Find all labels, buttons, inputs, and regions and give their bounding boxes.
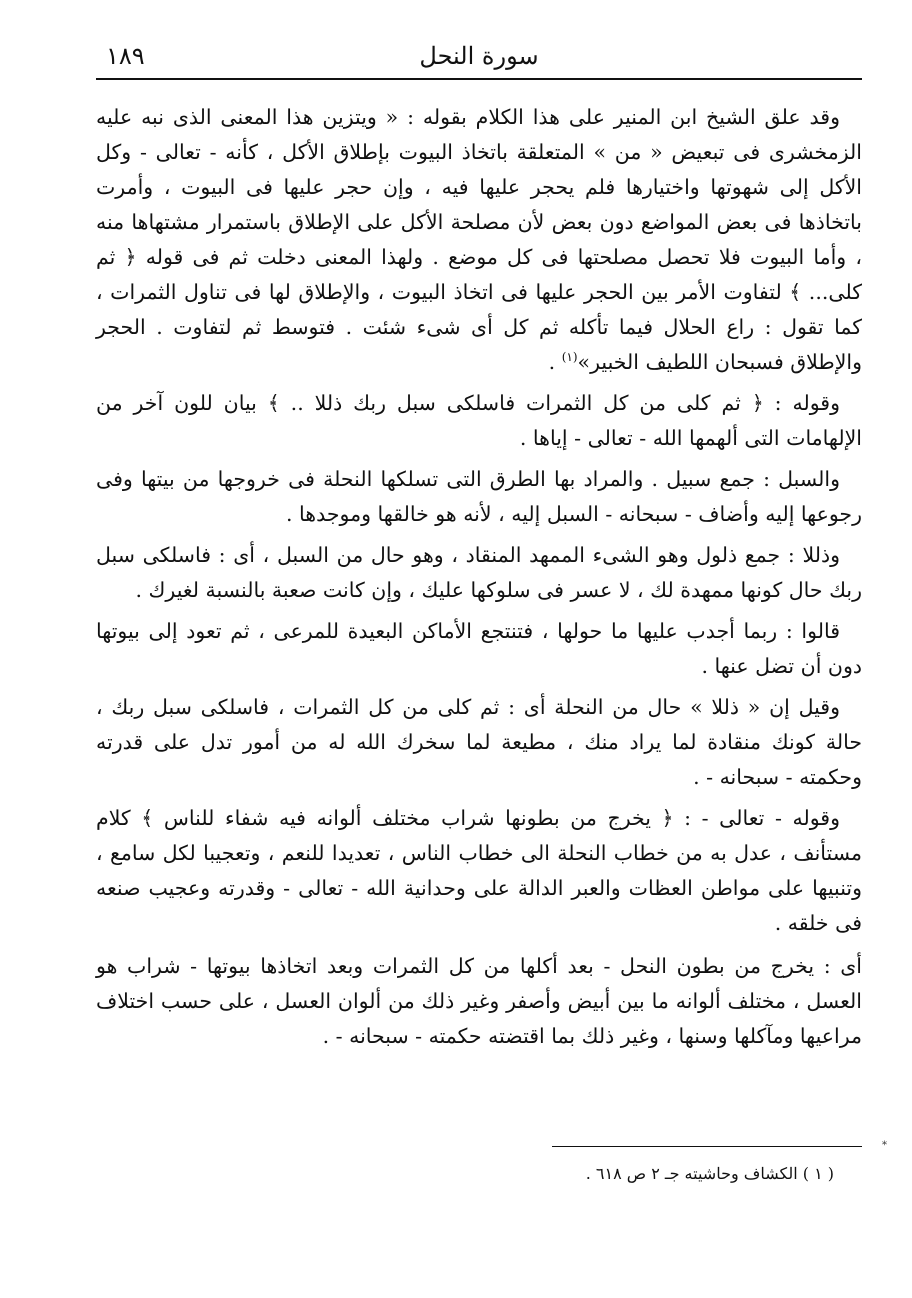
paragraph-qalu: قالوا : ربما أجدب عليها ما حولها ، فتنتجع الأماكن البعيدة للمرعى ، ثم تعود إلى بيوتها دون أن تضل عنها . (96, 619, 862, 678)
page-header (96, 30, 862, 80)
footnote: ( ١ ) الكشاف وحاشيته جـ ٢ ص ٦١٨ . (585, 1164, 834, 1183)
page-body (96, 80, 862, 1054)
paragraph-honey-explanation: أى : يخرج من بطون النحل - بعد أكلها من كل الثمرات وبعد اتخاذها بيوتها - شراب هو العسل ، مختلف ألوانه ما بين أبيض وأصفر وغير ذلك من ألوان العسل ، على حسب اختلاف مراعيها ومآكلها وسنها ، وغير ذلك بما اقتضته حكمته - سبحانه - . (96, 954, 862, 1048)
paragraph-text-end: . (548, 350, 562, 374)
paragraph-honey-verse: وقوله - تعالى - : ﴿ يخرج من بطونها شراب مختلف ألوانه فيه شفاء للناس ﴾ كلام مستأنف ، عدل به من خطاب النحلة الى خطاب الناس ، تعديدا للنعم ، وتعجيبا لكل سامع ، وتنبيها على مواطن العظات والعبر الدالة على وحدانية الله - تعالى - وقدرته وعجيب صنعه فى خلقه . (96, 806, 862, 935)
paragraph-text: وقد علق الشيخ ابن المنير على هذا الكلام بقوله : « ويتزين هذا المعنى الذى نبه عليه الزمخشرى فى تبعيض « من » المتعلقة باتخاذ البيوت بإطلاق الأكل ، كأنه - تعالى - وكل الأكل إلى شهوتها واختيارها فلم يحجر عليها فيه ، وإن حجر عليها فى البيوت ، وأمرت باتخاذها فى بعض المواضع دون بعض لأن مصلحة الأكل على الإطلاق باستمرار مشتهاها منه ، وأما البيوت فلا تحصل مصلحتها فى كل موضع . ولهذا المعنى دخلت ثم فى قوله ﴿ ثم كلى... ﴾ لتفاوت الأمر بين الحجر عليها فى اتخاذ البيوت ، والإطلاق لها فى تناول الثمرات ، كما تقول : راع الحلال فيما تأكله ثم كل أى شىء شئت . فتوسط ثم لتفاوت . الحجر والإطلاق فسبحان اللطيف الخبير» (96, 105, 862, 374)
paragraph-thululan-definition: وذللا : جمع ذلول وهو الشىء الممهد المنقاد ، وهو حال من السبل ، أى : فاسلكى سبل ربك حال كونها ممهدة لك ، لا عسر فى سلوكها عليك ، وإن كانت صعبة بالنسبة لغيرك . (96, 543, 862, 602)
footnote-divider (552, 1146, 862, 1147)
book-page (96, 30, 862, 1230)
paragraph-alternate-view: وقيل إن « ذللا » حال من النحلة أى : ثم كلى من كل الثمرات ، فاسلكى سبل ربك ، حالة كونك منقادة لما يراد منك ، مطيعة لما سخرك الله له من أمور تدل على قدرته وحكمته - سبحانه - . (96, 695, 862, 789)
paragraph-subul-definition: والسبل : جمع سبيل . والمراد بها الطرق التى تسلكها النحلة فى خروجها من بيتها وفى رجوعها إليه وأضاف - سبحانه - السبل إليه ، لأنه هو خالقها وموجدها . (96, 467, 862, 526)
footnote-reference: (١) (561, 350, 578, 365)
paragraph-verse-explanation: وقوله : ﴿ ثم كلى من كل الثمرات فاسلكى سبل ربك ذللا .. ﴾ بيان للون آخر من الإلهامات التى ألهمها الله - تعالى - إياها . (96, 391, 862, 450)
page-number: ١٨٩ (106, 42, 145, 70)
surah-title: سورة النحل (419, 42, 539, 70)
paragraph-commentary-ibn-al-munir (96, 100, 862, 380)
margin-mark: * (882, 1140, 887, 1151)
